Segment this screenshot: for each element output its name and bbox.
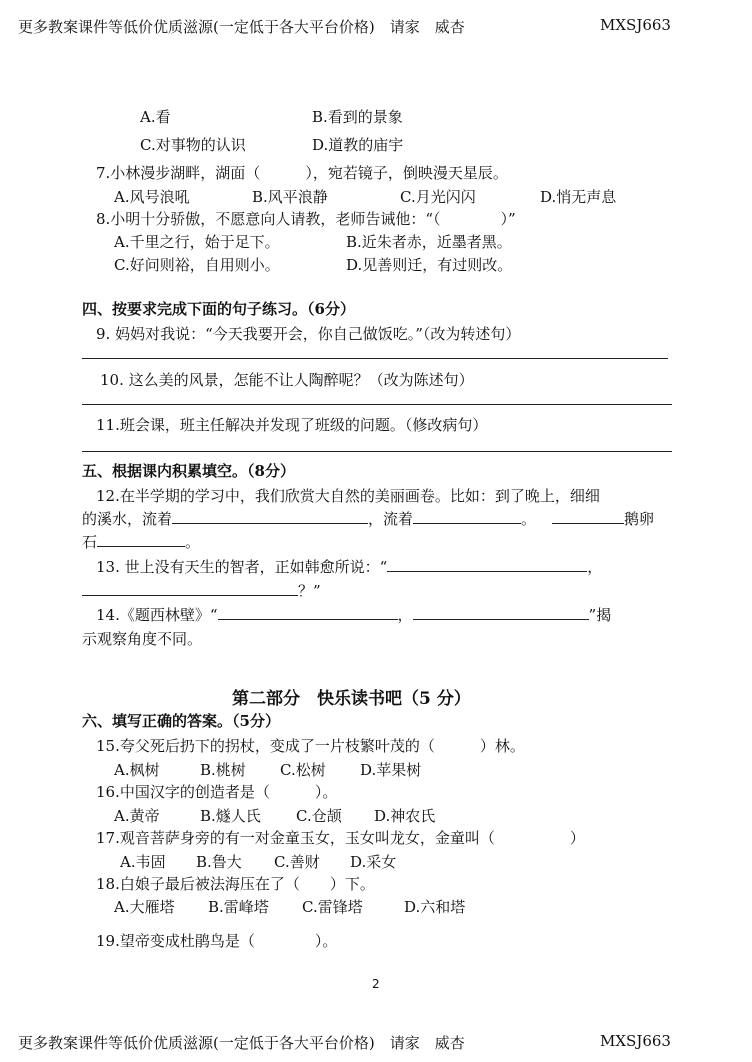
section5-title: 五、根据课内积累填空。（8分）	[82, 462, 295, 480]
q15-stem: 15.夸父死后扔下的拐杖，变成了一片枝繁叶茂的（ ）林。	[96, 737, 525, 755]
q12-text-b: ，流着	[368, 510, 414, 528]
q12-text-c: 。	[521, 510, 537, 528]
q13-line2	[82, 580, 321, 601]
q13-text-b: ，	[587, 558, 603, 576]
q6-option-a: A.看	[140, 108, 171, 126]
q8-option-b: B.近朱者赤，近墨者黑。	[346, 233, 512, 251]
q13-text-c: ？”	[298, 582, 321, 600]
q13-line1	[96, 556, 602, 577]
page-header-code: MXSJ663	[600, 16, 671, 34]
q15-option-a: A.枫树	[114, 761, 160, 779]
q8-stem: 8.小明十分骄傲，不愿意向人请教，老师告诫他：“（ ）”	[96, 210, 516, 228]
q12-text-f: 。	[185, 533, 201, 551]
q14-blank-2[interactable]	[413, 605, 589, 620]
q10-stem: 10. 这么美的风景，怎能不让人陶醉呢？（改为陈述句）	[100, 371, 474, 389]
q6-option-c: C.对事物的认识	[140, 136, 246, 154]
q17-stem: 17.观音菩萨身旁的有一对金童玉女，玉女叫龙女，金童叫（ ）	[96, 829, 585, 847]
q6-option-b: B.看到的景象	[312, 108, 403, 126]
q12-text-d: 鹅卵	[624, 510, 655, 528]
q11-answer-line[interactable]	[82, 451, 672, 452]
page-footer-text: 更多教案课件等低价优质滋源(一定低于各大平台价格) 请家 威杏	[18, 1034, 465, 1052]
section6-title: 六、填写正确的答案。（5分）	[82, 712, 280, 730]
q9-stem: 9. 妈妈对我说：“今天我要开会，你自己做饭吃。”（改为转述句）	[96, 325, 521, 343]
q14-line2: 示观察角度不同。	[82, 630, 203, 648]
q15-option-b: B.桃树	[200, 761, 246, 779]
q8-option-a: A.千里之行，始于足下。	[114, 233, 280, 251]
q12-blank-4[interactable]	[97, 532, 185, 547]
q17-option-c: C.善财	[274, 853, 320, 871]
q16-option-d: D.神农氏	[374, 807, 436, 825]
q12-line3	[82, 531, 200, 552]
q18-option-d: D.六和塔	[404, 898, 466, 916]
q12-line1: 12.在半学期的学习中，我们欣赏大自然的美丽画卷。比如：到了晚上，细细	[96, 487, 600, 505]
q13-blank-1[interactable]	[387, 557, 587, 572]
q19-stem: 19.望帝变成杜鹃鸟是（ ）。	[96, 932, 338, 950]
q17-option-d: D.采女	[350, 853, 397, 871]
q18-option-b: B.雷峰塔	[208, 898, 269, 916]
page-footer-code: MXSJ663	[600, 1032, 671, 1050]
q7-option-a: A.风号浪吼	[114, 188, 190, 206]
q16-stem: 16.中国汉字的创造者是（ ）。	[96, 783, 338, 801]
q15-option-d: D.苹果树	[360, 761, 422, 779]
page-header-text: 更多教案课件等低价优质滋源(一定低于各大平台价格) 请家 威杏	[18, 18, 465, 36]
q12-blank-3[interactable]	[552, 509, 624, 524]
q16-option-c: C.仓颉	[296, 807, 342, 825]
q18-stem: 18.白娘子最后被法海压在了（ ）下。	[96, 875, 375, 893]
q9-answer-line[interactable]	[82, 358, 668, 359]
q16-option-b: B.燧人氏	[200, 807, 261, 825]
q7-option-b: B.风平浪静	[252, 188, 328, 206]
q14-text-c: ”揭	[588, 606, 612, 624]
q8-option-d: D.见善则迁，有过则改。	[346, 256, 513, 274]
q17-option-a: A.韦固	[120, 853, 166, 871]
q11-stem: 11.班会课，班主任解决并发现了班级的问题。（修改病句）	[96, 416, 488, 434]
q14-text-b: ，	[397, 606, 413, 624]
q7-option-c: C.月光闪闪	[400, 188, 476, 206]
q14-blank-1[interactable]	[218, 605, 398, 620]
q17-option-b: B.鲁大	[196, 853, 242, 871]
q15-option-c: C.松树	[280, 761, 326, 779]
q7-option-d: D.悄无声息	[540, 188, 617, 206]
q16-option-a: A.黄帝	[114, 807, 160, 825]
q8-option-c: C.好问则裕，自用则小。	[114, 256, 280, 274]
q14-text-a: 14.《题西林壁》“	[96, 606, 218, 624]
q12-text-e: 石	[82, 533, 98, 551]
q18-option-c: C.雷锋塔	[302, 898, 363, 916]
q12-blank-1[interactable]	[172, 509, 368, 524]
section4-title: 四、按要求完成下面的句子练习。（6分）	[82, 300, 355, 318]
q6-option-d: D.道教的庙宇	[312, 136, 404, 154]
q12-blank-2[interactable]	[413, 509, 521, 524]
page-number: 2	[372, 977, 380, 991]
q12-line2	[82, 508, 654, 529]
q14-line1	[96, 604, 611, 625]
q7-stem: 7.小林漫步湖畔，湖面（ ），宛若镜子，倒映漫天星辰。	[96, 164, 508, 182]
q13-blank-2[interactable]	[82, 581, 298, 596]
q18-option-a: A.大雁塔	[114, 898, 175, 916]
q13-text-a: 13. 世上没有天生的智者，正如韩愈所说：“	[96, 558, 388, 576]
q12-text-a: 的溪水，流着	[82, 510, 173, 528]
part2-title: 第二部分 快乐读书吧（5 分）	[232, 689, 471, 709]
q10-answer-line[interactable]	[82, 404, 672, 405]
